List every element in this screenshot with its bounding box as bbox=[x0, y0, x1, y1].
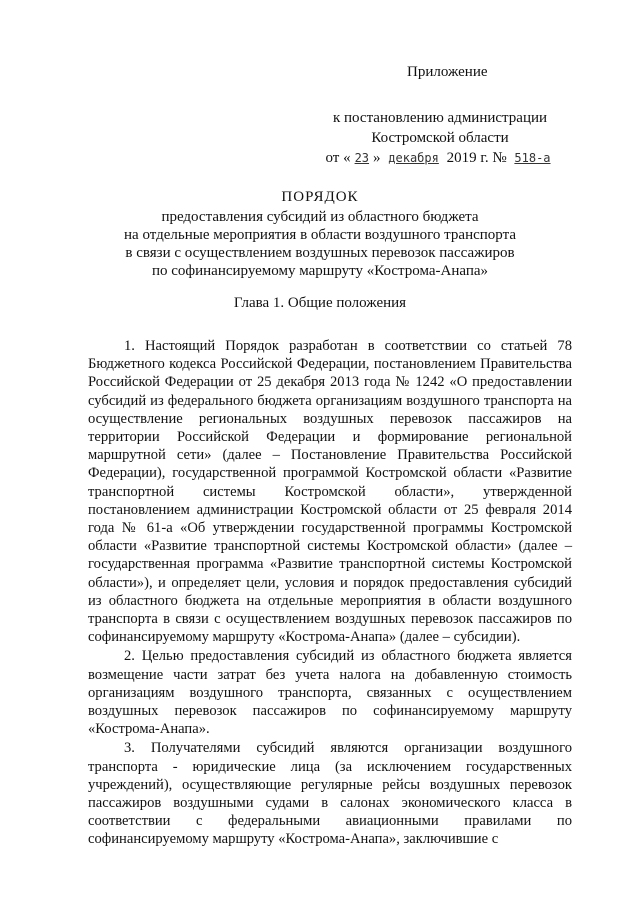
decree-reference-line2: Костромской области bbox=[371, 130, 509, 146]
paragraph-1: 1. Настоящий Порядок разработан в соответствии со статьей 78 Бюджетного кодекса Российской Федерации, постановлением Правительства Российской Федерации от 25 декабря 2013 года № 1242 «О предоставлении субсидий из федерального бюджета организациям воздушного транспорта на осуществление региональных воздушных перевозок пассажиров на территории Российской Федерации и формирование региональной маршрутной сети» (далее – Постановление Правительства Российской Федерации), государственной программой Костромской области «Развитие транспортной системы Костромской области», утвержденной постановлением администрации Костромской области от 25 февраля 2014 года № 61-а «Об утверждении государственной программы Костромской области «Развитие транспортной системы Костромской области» (далее – государственная программа «Развитие транспортной системы Костромской области»), и определяет цели, условия и порядок предоставления субсидий из областного бюджета на отдельные мероприятия в области воздушного транспорта в связи с осуществлением воздушных перевозок пассажиров по софинансируемому маршруту «Кострома-Анапа» (далее – субсидии). bbox=[88, 338, 572, 646]
decree-month-handwritten: декабря bbox=[388, 151, 439, 165]
decree-number-handwritten: 518-а bbox=[514, 151, 551, 165]
title-line-4: по софинансируемому маршруту «Кострома-Анапа» bbox=[151, 263, 489, 279]
title-line-2: на отдельные мероприятия в области воздушного транспорта bbox=[124, 227, 516, 243]
decree-reference bbox=[300, 108, 580, 168]
paragraph-3: 3. Получателями субсидий являются организации воздушного транспорта - юридические лица (за исключением государственных учреждений), осуществляющие регулярные рейсы воздушных перевозок пассажиров воздушными судами в салонах экономического класса в соответствии с федеральными авиационными правилами по софинансируемому маршруту «Кострома-Анапа», заключившие с bbox=[88, 740, 572, 848]
paragraph-2: 2. Целью предоставления субсидий из областного бюджета является возмещение части затрат без учета налога на добавленную стоимость организациям воздушного транспорта, связанных с осуществлением воздушных перевозок пассажиров по софинансируемому маршруту «Кострома-Анапа». bbox=[88, 648, 572, 738]
appendix-title: Приложение bbox=[407, 64, 488, 80]
decree-reference-line1: к постановлению администрации bbox=[332, 110, 548, 126]
decree-date-close-quote: » bbox=[373, 150, 381, 166]
title-main: ПОРЯДОК bbox=[281, 189, 359, 205]
decree-date-prefix: от « bbox=[325, 150, 351, 166]
document-title bbox=[80, 188, 560, 280]
decree-day-handwritten: 23 bbox=[354, 151, 370, 165]
document-body bbox=[88, 337, 572, 850]
title-line-1: предоставления субсидий из областного бюджета bbox=[161, 209, 479, 225]
decree-date-line bbox=[300, 148, 580, 168]
decree-year-number-label: 2019 г. № bbox=[446, 150, 507, 166]
title-line-3: в связи с осуществлением воздушных перевозок пассажиров bbox=[125, 245, 515, 261]
chapter-heading: Глава 1. Общие положения bbox=[233, 295, 407, 311]
